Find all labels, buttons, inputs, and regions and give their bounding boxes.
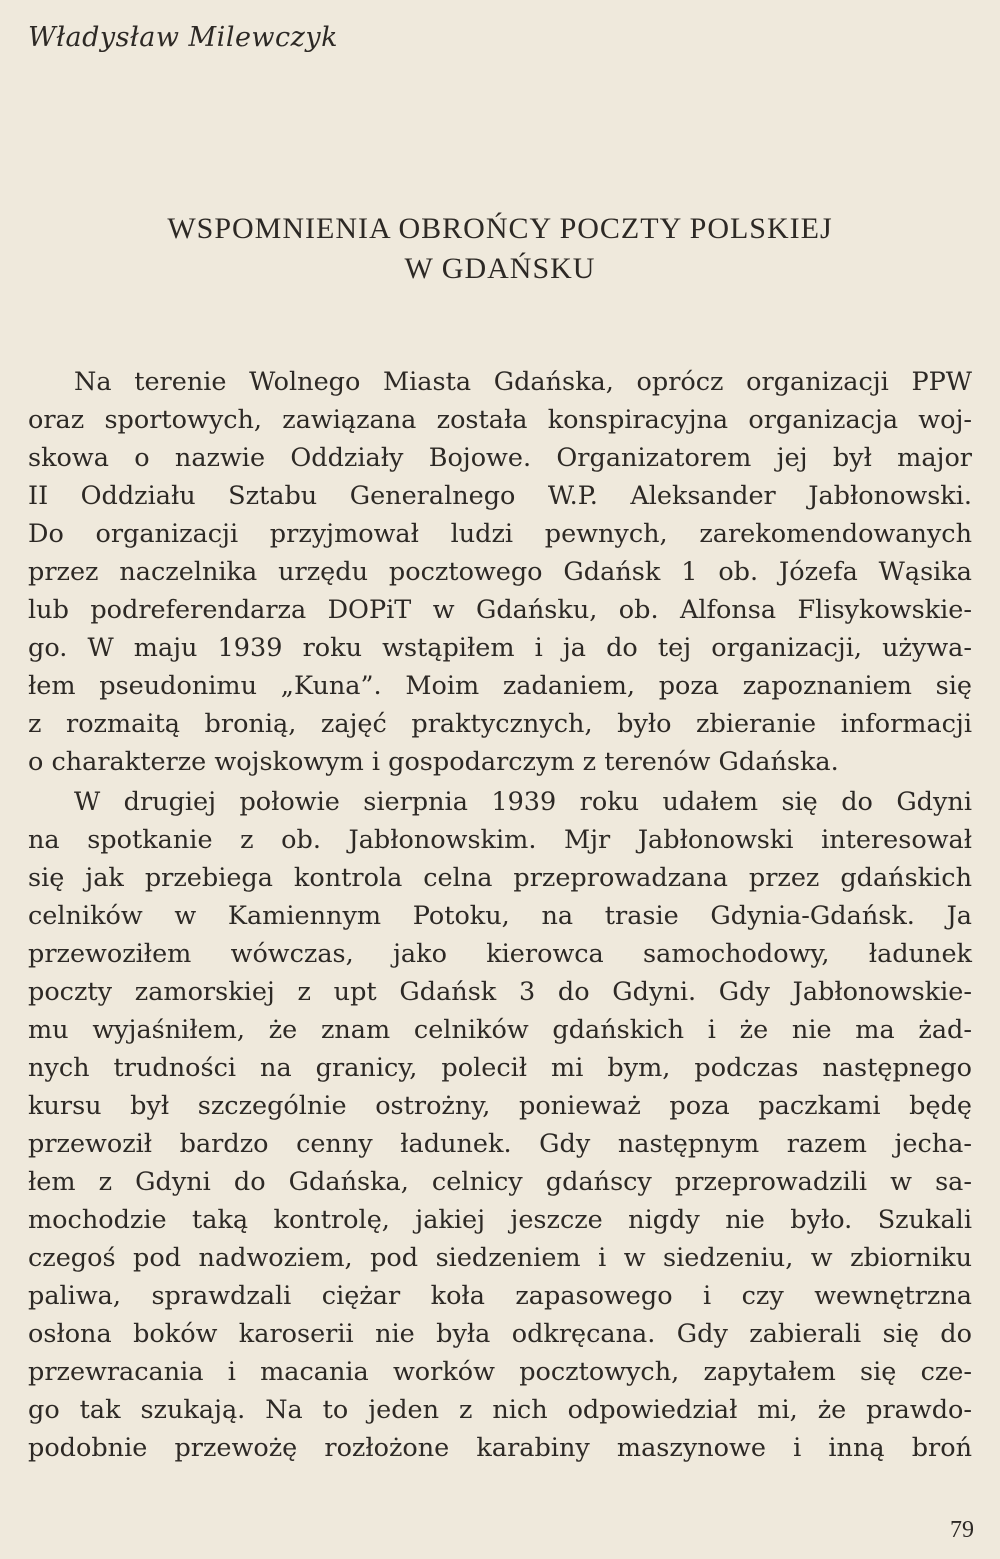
text-line: osłona boków karoserii nie była odkręcana. Gdy zabierali się do	[28, 1319, 972, 1349]
text-line: przewracania i macania worków pocztowych, zapytałem się cze-	[28, 1357, 972, 1387]
text-line: nych trudności na granicy, polecił mi bym, podczas następnego	[28, 1053, 972, 1083]
text-line: mochodzie taką kontrolę, jakiej jeszcze nigdy nie było. Szukali	[28, 1205, 972, 1235]
text-line: łem z Gdyni do Gdańska, celnicy gdańscy przeprowadzili w sa-	[28, 1167, 972, 1197]
text-line: Na terenie Wolnego Miasta Gdańska, oprócz organizacji PPW	[74, 367, 972, 397]
text-line: o charakterze wojskowym i gospodarczym z terenów Gdańska.	[28, 747, 839, 777]
running-head-author: Władysław Milewczyk	[28, 22, 339, 53]
text-line: mu wyjaśniłem, że znam celników gdańskich i że nie ma żad-	[28, 1015, 972, 1045]
text-line: z rozmaitą bronią, zajęć praktycznych, było zbieranie informacji	[28, 709, 972, 739]
text-line: lub podreferendarza DOPiT w Gdańsku, ob. Alfonsa Flisykowskie-	[28, 595, 972, 625]
article-title-line-1: WSPOMNIENIA OBROŃCY POCZTY POLSKIEJ	[167, 212, 833, 245]
text-line: czegoś pod nadwoziem, pod siedzeniem i w siedzeniu, w zbiorniku	[28, 1243, 972, 1273]
text-line: skowa o nazwie Oddziały Bojowe. Organizatorem jej był major	[28, 443, 972, 473]
text-line: Do organizacji przyjmował ludzi pewnych, zarekomendowanych	[28, 519, 972, 549]
text-line: II Oddziału Sztabu Generalnego W.P. Aleksander Jabłonowski.	[28, 481, 972, 511]
text-line: kursu był szczególnie ostrożny, ponieważ poza paczkami będę	[28, 1091, 972, 1121]
text-line: poczty zamorskiej z upt Gdańsk 3 do Gdyni. Gdy Jabłonowskie-	[28, 977, 972, 1007]
article-title-line-2: W GDAŃSKU	[404, 252, 596, 285]
text-line: go. W maju 1939 roku wstąpiłem i ja do tej organizacji, używa-	[28, 633, 972, 663]
text-line: przez naczelnika urzędu pocztowego Gdańsk 1 ob. Józefa Wąsika	[28, 557, 972, 587]
text-line: podobnie przewożę rozłożone karabiny maszynowe i inną broń	[28, 1433, 972, 1463]
text-line: łem pseudonimu „Kuna”. Moim zadaniem, poza zapoznaniem się	[28, 671, 972, 701]
text-line: W drugiej połowie sierpnia 1939 roku udałem się do Gdyni	[74, 787, 972, 817]
text-line: celników w Kamiennym Potoku, na trasie Gdynia-Gdańsk. Ja	[28, 901, 972, 931]
text-line: paliwa, sprawdzali ciężar koła zapasowego i czy wewnętrzna	[28, 1281, 972, 1311]
text-line: przewoził bardzo cenny ładunek. Gdy następnym razem jecha-	[28, 1129, 972, 1159]
text-line: oraz sportowych, zawiązana została konspiracyjna organizacja woj-	[28, 405, 972, 435]
text-line: się jak przebiega kontrola celna przeprowadzana przez gdańskich	[28, 863, 972, 893]
page-number: 79	[950, 1517, 974, 1543]
text-line: przewoziłem wówczas, jako kierowca samochodowy, ładunek	[28, 939, 972, 969]
text-line: go tak szukają. Na to jeden z nich odpowiedział mi, że prawdo-	[28, 1395, 972, 1425]
text-line: na spotkanie z ob. Jabłonowskim. Mjr Jabłonowski interesował	[28, 825, 972, 855]
